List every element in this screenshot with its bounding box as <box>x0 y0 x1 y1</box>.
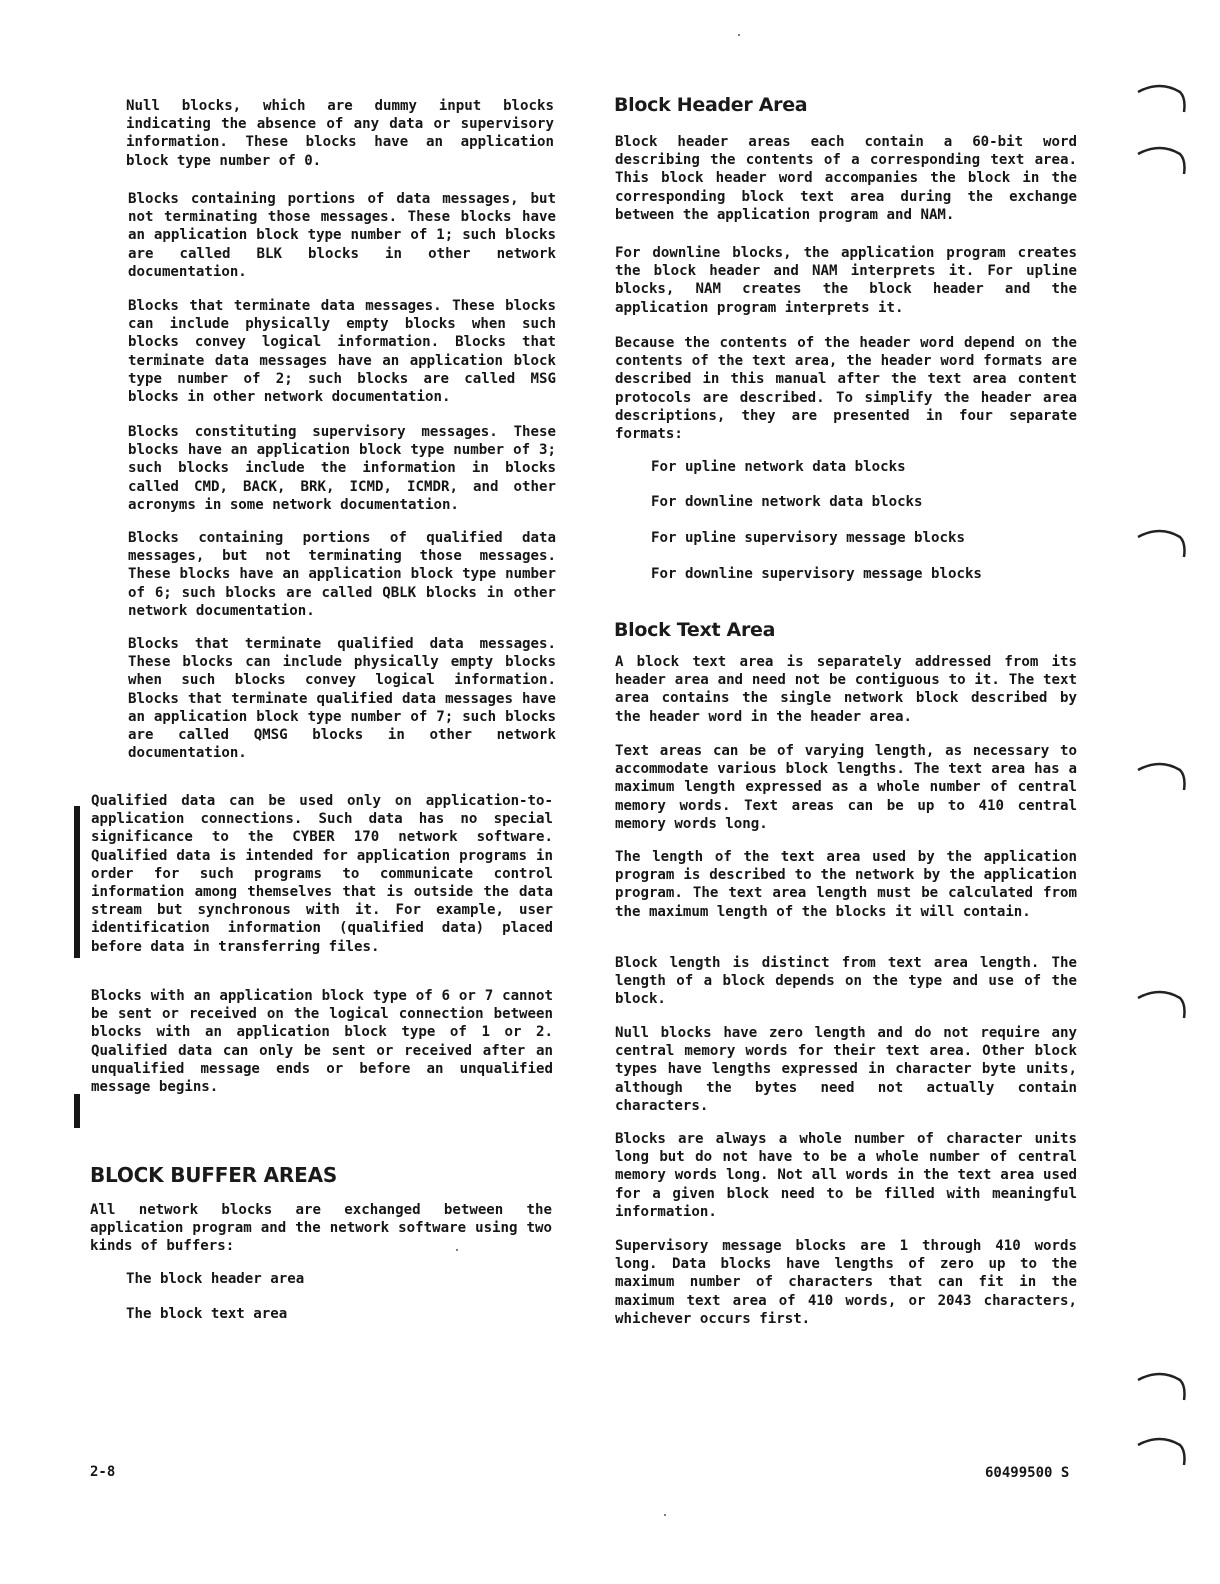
buffer-item-header-area: The block header area <box>126 1271 305 1287</box>
list-paragraph-qmsg-blocks: Blocks that terminate qualified data messages. These blocks can include physically empty blocks when such blocks convey logical information. Blocks that terminate qualified data messages have an application block type number of 7; such blocks are called QMSG blocks in other network documentation. <box>128 636 556 762</box>
scan-speck <box>738 34 740 36</box>
header-area-paragraph: For downline blocks, the application program creates the block header and NAM interprets it. For upline blocks, NAM creates the block header and the application program interprets it. <box>615 245 1077 316</box>
format-item-downline-data: For downline network data blocks <box>651 494 923 510</box>
block-type-restriction-paragraph: Blocks with an application block type of 6 or 7 cannot be sent or received on the logical connection between blocks with an application block type of 1 or 2. Qualified data can only be sent or received after an unqualified message ends or before an unqualified message begins. <box>91 988 553 1096</box>
text-area-paragraph: Blocks are always a whole number of character units long but do not have to be a whole number of central memory words long. Not all words in the text area used for a given block need to be filled with meaningful information. <box>615 1131 1077 1220</box>
text-area-paragraph: Null blocks have zero length and do not require any central memory words for their text area. Other block types have lengths expressed in character byte units, although the bytes need not actually contain characters. <box>615 1025 1077 1114</box>
list-paragraph-supervisory-blocks: Blocks constituting supervisory messages. These blocks have an application block type number of 3; such blocks include the information in blocks called CMD, BACK, BRK, ICMD, ICMDR, and other acronyms in some network documentation. <box>128 424 556 513</box>
format-item-downline-supervisory: For downline supervisory message blocks <box>651 566 982 582</box>
block-buffer-intro-paragraph: All network blocks are exchanged between the application program and the network software using two kinds of buffers: <box>90 1202 552 1255</box>
text-area-paragraph: The length of the text area used by the application program is described to the network by the application program. The text area length must be calculated from the maximum length of the blocks it will contain. <box>615 849 1077 920</box>
list-paragraph-blk-blocks: Blocks containing portions of data messages, but not terminating those messages. These blocks have an application block type number of 1; such blocks are called BLK blocks in other network documentation. <box>128 191 556 280</box>
format-item-upline-data: For upline network data blocks <box>651 459 906 475</box>
punch-hole-mark-icon <box>1134 1366 1188 1406</box>
document-number: 60499500 S <box>985 1465 1070 1481</box>
heading-block-header-area: Block Header Area <box>614 94 808 116</box>
punch-hole-mark-icon <box>1134 78 1188 118</box>
change-bar <box>74 1094 80 1128</box>
punch-hole-mark-icon <box>1134 1431 1188 1471</box>
header-area-paragraph: Because the contents of the header word depend on the contents of the text area, the header word formats are described in this manual after the text area content protocols are described. To simplify the header area descriptions, they are presented in four separate formats: <box>615 335 1077 443</box>
scan-speck <box>664 1514 666 1516</box>
text-area-paragraph: Supervisory message blocks are 1 through 410 words long. Data blocks have lengths of zero up to the maximum number of characters that can fit in the maximum text area of 410 words, or 2043 characters, whichever occurs first. <box>615 1238 1077 1327</box>
header-area-paragraph: Block header areas each contain a 60-bit word describing the contents of a corresponding text area. This block header word accompanies the block in the corresponding block text area during the exchange between the application program and NAM. <box>615 134 1077 223</box>
text-area-paragraph: Text areas can be of varying length, as necessary to accommodate various block lengths. The text area has a maximum length expressed as a whole number of central memory words. Text areas can be up to 410 central memory words long. <box>615 743 1077 832</box>
change-bar <box>74 806 80 958</box>
text-area-paragraph: A block text area is separately addressed from its header area and need not be contiguous to it. The text area contains the single network block described by the header word in the header area. <box>615 654 1077 725</box>
punch-hole-mark-icon <box>1134 756 1188 796</box>
text-area-paragraph: Block length is distinct from text area length. The length of a block depends on the type and use of the block. <box>615 955 1077 1008</box>
list-paragraph-msg-blocks: Blocks that terminate data messages. These blocks can include physically empty blocks when such blocks convey logical information. Blocks that terminate data messages have an application block type number of 2; such blocks are called MSG blocks in other network documentation. <box>128 298 556 406</box>
format-item-upline-supervisory: For upline supervisory message blocks <box>651 530 965 546</box>
qualified-data-paragraph: Qualified data can be used only on application-to-application connections. Such data has no special significance to the CYBER 170 network software. Qualified data is intended for application programs in order for such programs to communicate control information among themselves that is outside the data stream but synchronous with it. For example, user identification information (qualified data) placed before data in transferring files. <box>91 793 553 955</box>
buffer-item-text-area: The block text area <box>126 1306 288 1322</box>
punch-hole-mark-icon <box>1134 140 1188 180</box>
page-number: 2-8 <box>90 1464 116 1480</box>
heading-block-text-area: Block Text Area <box>614 619 776 641</box>
list-paragraph-null-blocks: Null blocks, which are dummy input blocks indicating the absence of any data or supervisory information. These blocks have an application block type number of 0. <box>126 98 554 169</box>
section-heading-block-buffer-areas: BLOCK BUFFER AREAS <box>90 1163 338 1187</box>
scan-speck <box>456 1249 458 1251</box>
punch-hole-mark-icon <box>1134 984 1188 1024</box>
list-paragraph-qblk-blocks: Blocks containing portions of qualified data messages, but not terminating those messages. These blocks have an application block type number of 6; such blocks are called QBLK blocks in other network documentation. <box>128 530 556 619</box>
punch-hole-mark-icon <box>1134 523 1188 563</box>
